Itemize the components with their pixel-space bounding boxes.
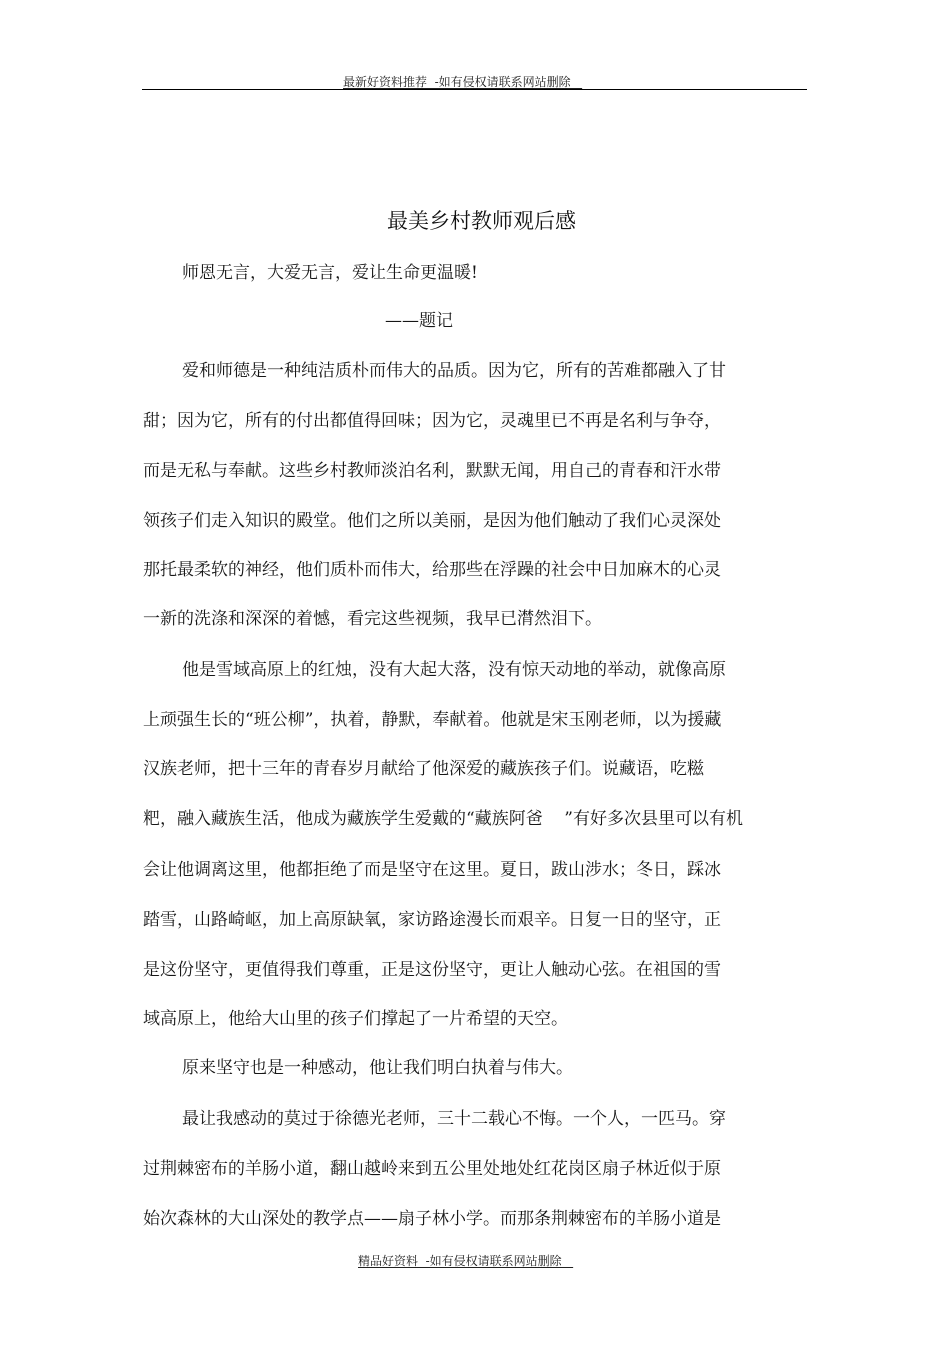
paragraph-line: 是这份坚守，更值得我们尊重，正是这份坚守，更让人触动心弦。在祖国的雪 [143,960,721,980]
paragraph-line: 会让他调离这里，他都拒绝了而是坚守在这里。夏日，跋山涉水；冬日，踩冰 [143,860,721,880]
paragraph-line: 过荆棘密布的羊肠小道，翻山越岭来到五公里处地处红花岗区扇子林近似于原 [143,1159,721,1179]
header-divider [142,89,807,90]
document-title: 最美乡村教师观后感 [387,209,576,233]
paragraph-line: 他是雪域高原上的红烛，没有大起大落，没有惊天动地的举动，就像高原 [182,660,726,680]
paragraph-line: 爱和师德是一种纯洁质朴而伟大的品质。因为它，所有的苦难都融入了甘 [182,361,726,381]
paragraph-line: 域高原上，他给大山里的孩子们撑起了一片希望的天空。 [143,1009,568,1029]
epigraph-line: 师恩无言，大爱无言，爱让生命更温暖! [182,263,478,283]
paragraph-line: 汉族老师，把十三年的青春岁月献给了他深爱的藏族孩子们。说藏语，吃糍 [143,759,704,779]
epigraph-attribution: ——题记 [385,311,453,331]
paragraph-line: 始次森林的大山深处的教学点——扇子林小学。而那条荆棘密布的羊肠小道是 [143,1209,721,1229]
page-header-note: 最新好资料推荐 -如有侵权请联系网站删除 [343,75,583,89]
paragraph-line: 上顽强生长的“班公柳”，执着，静默，奉献着。他就是宋玉刚老师，以为援藏 [143,710,722,730]
paragraph-line: 原来坚守也是一种感动，他让我们明白执着与伟大。 [182,1058,573,1078]
paragraph-line: 最让我感动的莫过于徐德光老师，三十二载心不悔。一个人，一匹马。穿 [182,1109,726,1129]
paragraph-line: 一新的洗涤和深深的着憾，看完这些视频，我早已潸然泪下。 [143,609,602,629]
paragraph-line: 粑，融入藏族生活，他成为藏族学生爱戴的“藏族阿爸 ”有好多次县里可以有机 [143,809,743,829]
paragraph-line: 那托最柔软的神经，他们质朴而伟大，给那些在浮躁的社会中日加麻木的心灵 [143,560,721,580]
paragraph-line: 领孩子们走入知识的殿堂。他们之所以美丽，是因为他们触动了我们心灵深处 [143,511,721,531]
paragraph-line: 甜；因为它，所有的付出都值得回味；因为它，灵魂里已不再是名利与争夺， [143,411,721,431]
page-footer-note: 精品好资料 -如有侵权请联系网站删除 [358,1254,574,1268]
paragraph-line: 踏雪，山路崎岖，加上高原缺氧，家访路途漫长而艰辛。日复一日的坚守，正 [143,910,721,930]
paragraph-line: 而是无私与奉献。这些乡村教师淡泊名利，默默无闻，用自己的青春和汗水带 [143,461,721,481]
